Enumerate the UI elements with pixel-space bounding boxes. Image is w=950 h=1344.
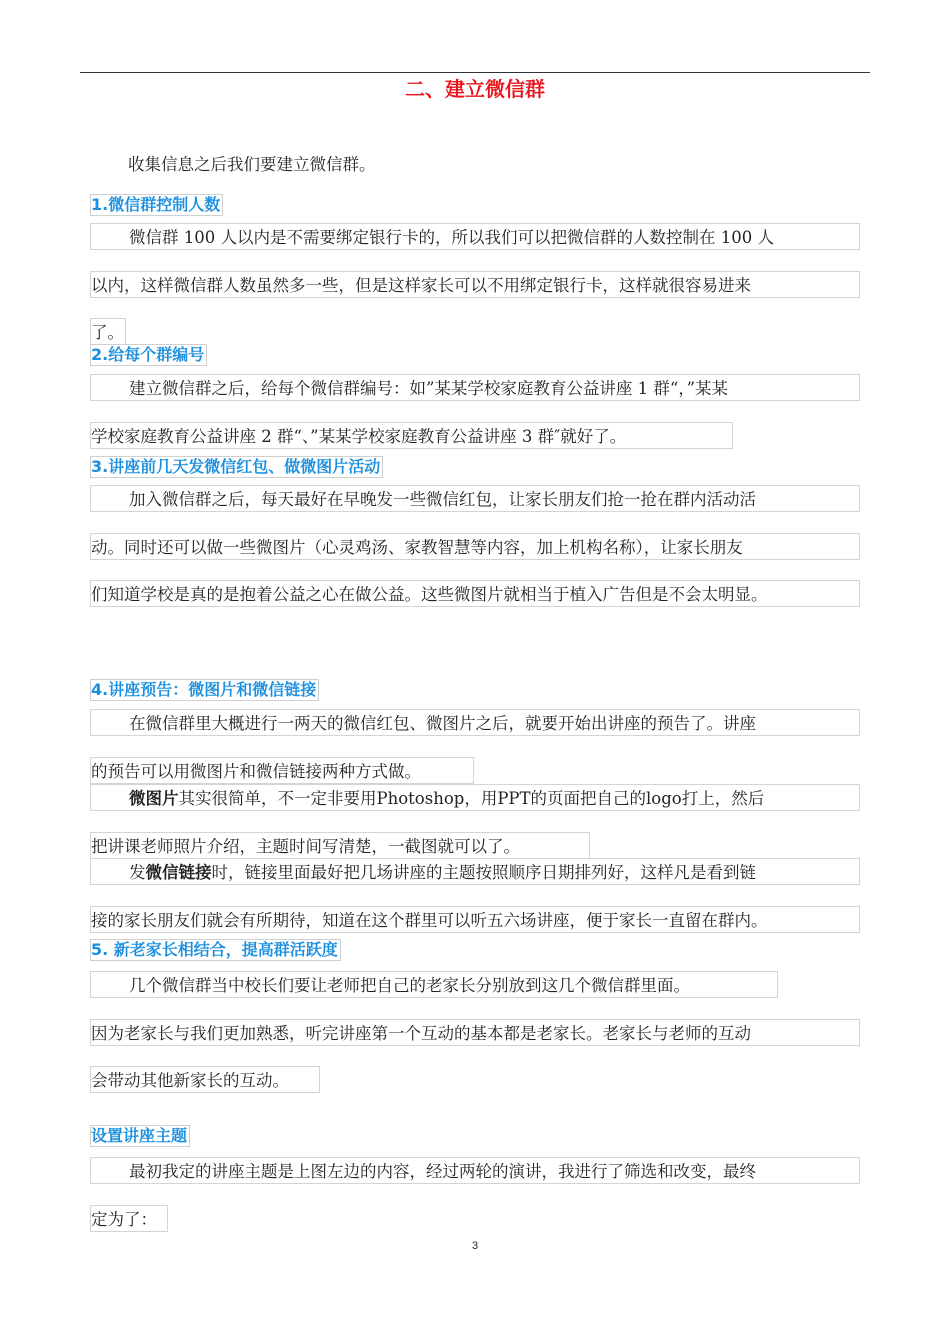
section-2-paragraph [90, 374, 860, 459]
section-4-p3-pre: 发 [129, 863, 146, 882]
section-5-paragraph [90, 971, 860, 1104]
micro-image-term: 微图片 [129, 789, 179, 808]
section-5-line-1: 几个微信群当中校长们要让老师把自己的老家长分别放到这几个微信群里面。 [129, 976, 690, 995]
section-3-line-3: 们知道学校是真的是抱着公益之心在做公益。这些微图片就相当于植入广告但是不会太明显。 [90, 580, 860, 607]
intro-paragraph [90, 146, 860, 184]
section-heading-3: 3.讲座前几天发微信红包、做微图片活动 [90, 454, 383, 480]
section-4-line-2: 的预告可以用微图片和微信链接两种方式做。 [90, 757, 474, 784]
section-6-paragraph [90, 1157, 860, 1242]
section-1-line-3: 了。 [90, 318, 126, 345]
section-4-paragraph-1 [90, 709, 860, 794]
section-1-line-2: 以内，这样微信群人数虽然多一些，但是这样家长可以不用绑定银行卡，这样就很容易进来 [90, 271, 860, 298]
page-title: 二、建立微信群 [405, 77, 545, 101]
section-heading-2: 2.给每个群编号 [90, 342, 207, 368]
section-6-line-2: 定为了： [90, 1205, 168, 1232]
section-3-paragraph [90, 485, 860, 618]
intro-text: 收集信息之后我们要建立微信群。 [128, 155, 376, 174]
section-1-paragraph [90, 223, 860, 356]
section-1-line-1: 微信群 100 人以内是不需要绑定银行卡的，所以我们可以把微信群的人数控制在 100 人 [129, 228, 774, 247]
section-heading-5: 5. 新老家长相结合，提高群活跃度 [90, 937, 341, 963]
section-3-line-1: 加入微信群之后，每天最好在早晚发一些微信红包，让家长朋友们抢一抢在群内活动活 [129, 490, 756, 509]
section-4-paragraph-3 [90, 858, 860, 943]
section-heading-6: 设置讲座主题 [90, 1123, 190, 1149]
section-4-p2-line-2: 把讲课老师照片介绍，主题时间写清楚，一截图就可以了。 [90, 832, 590, 859]
section-4-line-1: 在微信群里大概进行一两天的微信红包、微图片之后，就要开始出讲座的预告了。讲座 [129, 714, 756, 733]
section-5-line-2: 因为老家长与我们更加熟悉，听完讲座第一个互动的基本都是老家长。老家长与老师的互动 [90, 1019, 860, 1046]
section-4-p3-line-1: 时，链接里面最好把几场讲座的主题按照顺序日期排列好，这样凡是看到链 [211, 863, 756, 882]
section-2-line-2: 学校家庭教育公益讲座 2 群“、”某某学校家庭教育公益讲座 3 群″就好了。 [90, 422, 733, 449]
page-number: 3 [471, 1240, 479, 1252]
section-2-line-1: 建立微信群之后，给每个微信群编号：如”某某学校家庭教育公益讲座 1 群“，”某某 [129, 379, 729, 398]
header-rule [80, 72, 870, 73]
section-heading-4: 4.讲座预告：微图片和微信链接 [90, 677, 319, 703]
wechat-link-term: 微信链接 [145, 863, 212, 882]
section-4-p3-line-2: 接的家长朋友们就会有所期待，知道在这个群里可以听五六场讲座，便于家长一直留在群内。 [90, 906, 860, 933]
section-3-line-2: 动。同时还可以做一些微图片（心灵鸡汤、家教智慧等内容，加上机构名称），让家长朋友 [90, 533, 860, 560]
section-4-p2-line-1: 其实很简单，不一定非要用Photoshop，用PPT的页面把自己的logo打上，然后 [178, 789, 765, 808]
section-4-paragraph-2 [90, 784, 860, 869]
section-5-line-3: 会带动其他新家长的互动。 [90, 1066, 320, 1093]
section-6-line-1: 最初我定的讲座主题是上图左边的内容，经过两轮的演讲，我进行了筛选和改变，最终 [129, 1162, 756, 1181]
section-heading-1: 1.微信群控制人数 [90, 192, 223, 218]
